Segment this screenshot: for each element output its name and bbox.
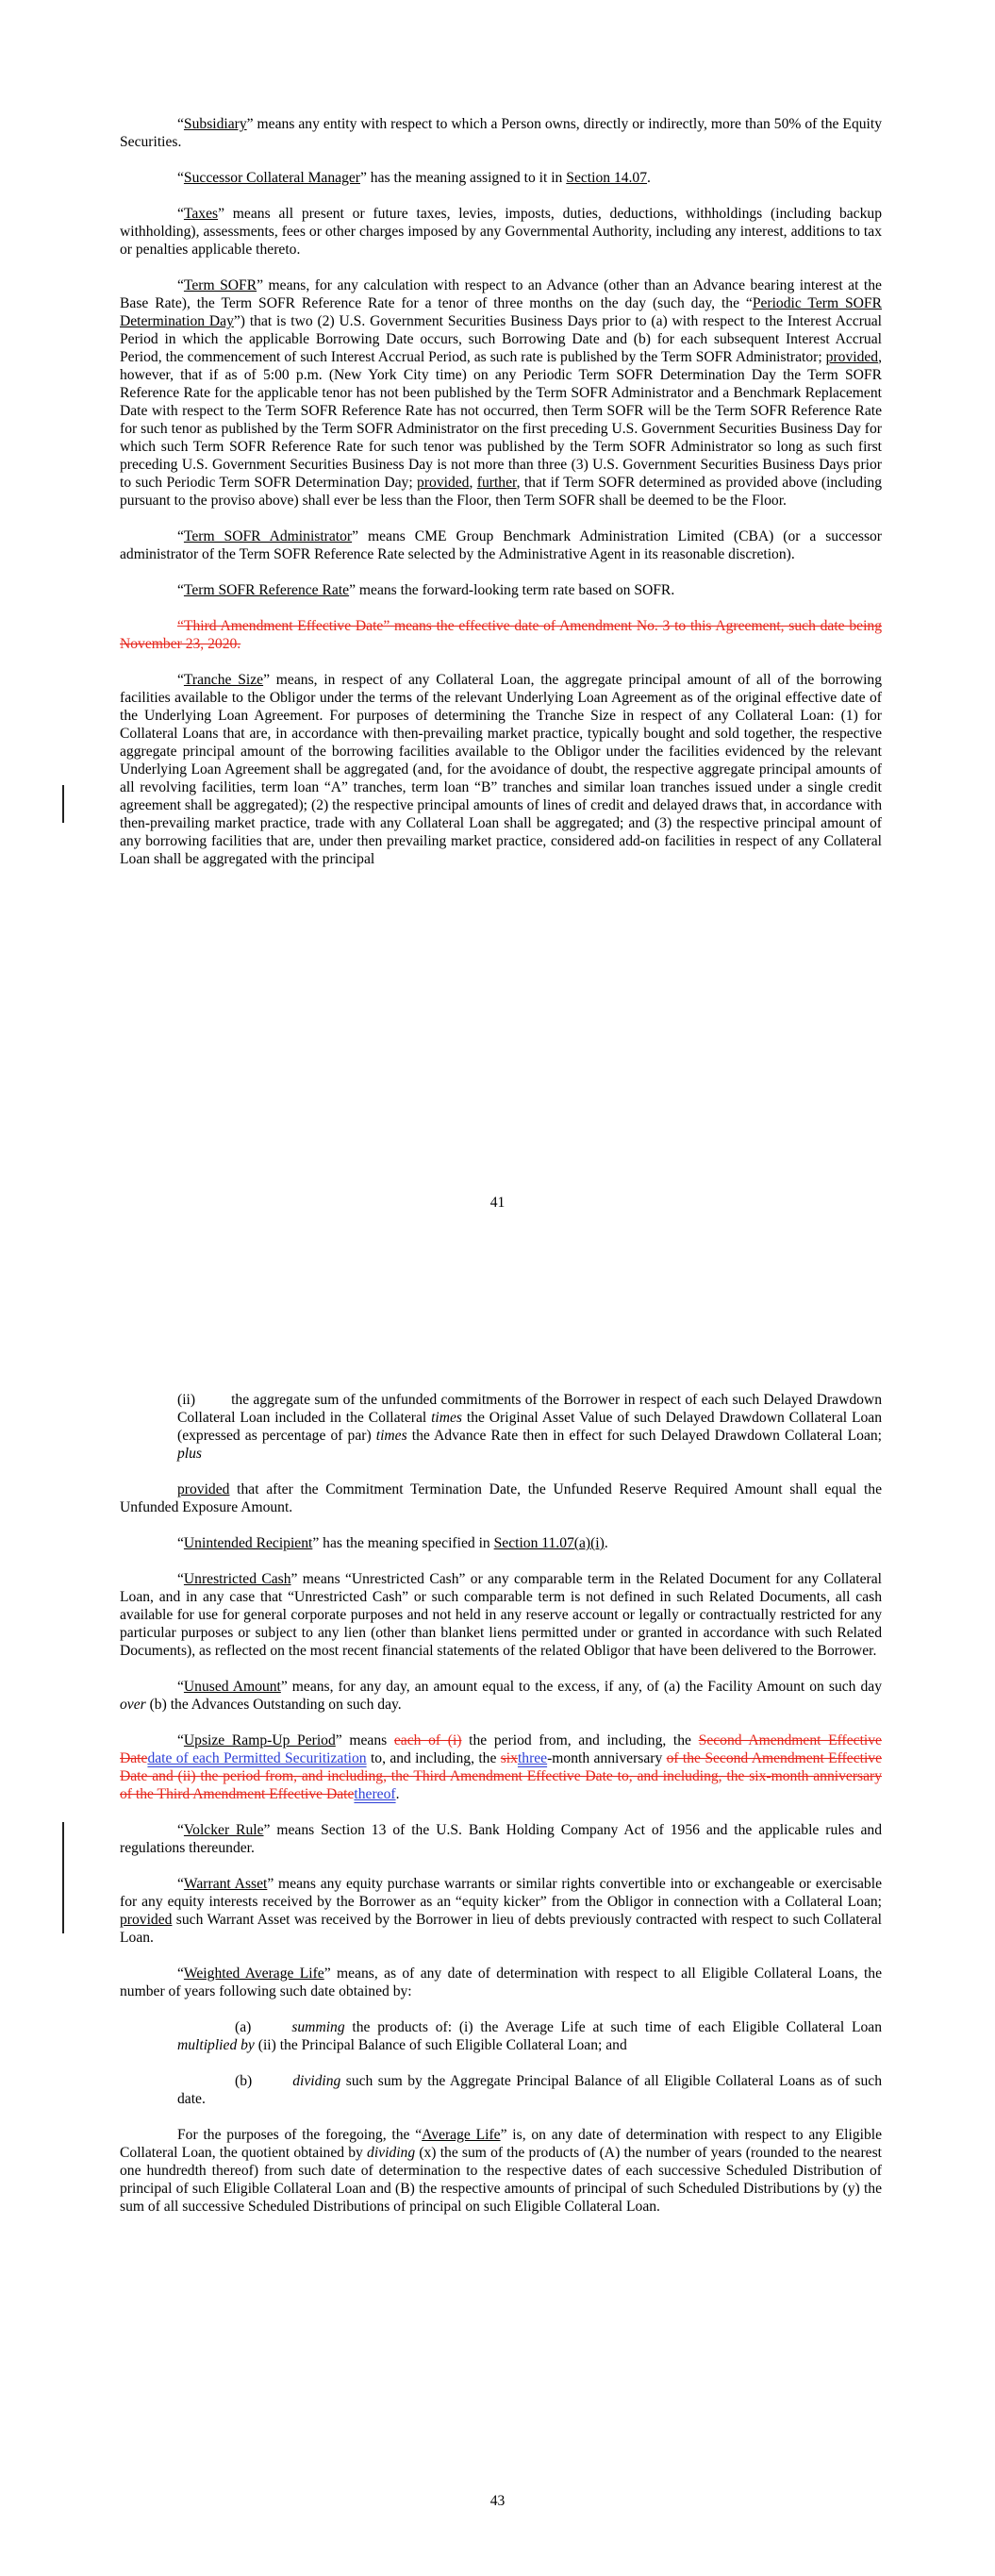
item-text: the Original Asset Value of such Delayed Drawdown Collateral Loan (expressed as percentage of par): [177, 1410, 883, 1444]
definition-text: such Warrant Asset was received by the Borrower in lieu of debts previously contracted with respect to such Collateral Loan.: [120, 1912, 882, 1946]
definition-unrestricted-cash: “Unrestricted Cash” means “Unrestricted Cash” or any comparable term in the Related Document for any Collateral Loan, and in any case that “Unrestricted Cash” or such comparable term is not defined in such Related Documents, all cash available for use for general corporate purposes and not held in any reserve account or legally or contractually restricted for any particular purposes or subject to any lien (other than blanket liens permitted under or granted in accordance with such Related Documents), as reflected on the most recent financial statements of the related Obligor that have been delivered to the Borrower.: [120, 1571, 882, 1659]
defined-term: Term SOFR Reference Rate: [183, 582, 350, 598]
definition-text: , that if Term SOFR determined as provided above (including pursuant to the proviso above) shall ever be less than the Floor, then Term SOFR shall be deemed to be the Floor.: [120, 475, 882, 509]
deleted-text: Second Amendment Effective Date: [120, 1732, 882, 1766]
definition-text: ” means any entity with respect to which a Person owns, directly or indirectly, more than 50% of the Equity Securities.: [120, 116, 882, 150]
definition-subsidiary: “Subsidiary” means any entity with respect to which a Person owns, directly or indirectly, more than 50% of the Equity Securities.: [120, 116, 882, 150]
definition-text: ” means any equity purchase warrants or similar rights convertible into or exchangeable or exercisable for any equity interests received by the Borrower as an “equity kicker” from the Obligor in connection with a Collateral Loan;: [120, 1876, 882, 1910]
page-number: 41: [489, 1195, 506, 1211]
definition-text: ” means, for any calculation with respect to an Advance (other than an Advance bearing interest at the Base Rate), the Term SOFR Reference Rate for a tenor of three months on the day (such day, the “: [120, 277, 882, 311]
defined-term: Periodic Term SOFR Determination Day: [120, 295, 882, 329]
definition-text: ,: [469, 475, 477, 491]
list-item-ii: [120, 1391, 882, 1463]
inserted-text: three: [517, 1750, 548, 1766]
italic-word: times: [375, 1428, 407, 1444]
change-bar: [62, 785, 64, 823]
defined-term: Volcker Rule: [183, 1822, 264, 1838]
page-43-body: [120, 1391, 882, 2216]
definition-text: ” has the meaning specified in: [312, 1535, 494, 1551]
defined-term: Term SOFR: [183, 277, 257, 293]
proviso-word: provided: [825, 349, 879, 365]
definition-text: .: [395, 1786, 400, 1802]
section-reference: Section 14.07: [566, 170, 648, 186]
defined-term: Average Life: [422, 2127, 501, 2143]
page-number: 43: [489, 2493, 506, 2509]
definition-text: ” means “Unrestricted Cash” or any comparable term in the Related Document for any Collateral Loan, and in any case that “Unrestricted Cash” or such comparable term is not defined in such Related Documents, all cash available for use for general corporate purposes and not held in any reserve account or legally or contractually restricted for any particular purposes or subject to any lien (other than blanket liens permitted under or granted in accordance with such Related Documents), as reflected on the most recent financial statements of the related Obligor that have been delivered to the Borrower.: [120, 1571, 882, 1659]
definition-term-sofr-administrator: “Term SOFR Administrator” means CME Group Benchmark Administration Limited (CBA) (or a successor administrator of the Term SOFR Reference Rate selected by the Administrative Agent in its reasonable discretion).: [120, 528, 882, 562]
definition-text: to, and including, the: [366, 1750, 501, 1766]
definition-text: ” means, in respect of any Collateral Loan, the aggregate principal amount of all of the borrowing facilities available to the Obligor under the terms of the relevant Underlying Loan Agreement as of the original effective date of the Underlying Loan Agreement. For purposes of determining the Tranche Size in respect of any Collateral Loan: (1) for Collateral Loans that are, in accordance with then-prevailing market practice, typically bought and sold together, the respective aggregate principal amount of the borrowing facilities available to the Obligor under the facilities evidenced by the relevant Underlying Loan Agreement shall be aggregated (and, for the avoidance of doubt, the respective aggregate principal amounts of all revolving facilities, term loan “A” tranches, term loan “B” tranches and similar loan tranches issued under a single credit agreement shall be aggregated); (2) the respective principal amounts of lines of credit and delayed draws that, in accordance with then-prevailing market practice, trade with any Collateral Loan shall be aggregated; and (3) the respective principal amount of any borrowing facilities that are, under then prevailing market practice, considered add-on facilities in respect of any Collateral Loan shall be aggregated with the principal: [120, 672, 883, 867]
definition-term-sofr: “Term SOFR” means, for any calculation with respect to an Advance (other than an Advance bearing interest at the Base Rate), the Term SOFR Reference Rate for a tenor of three months on the day (such day, the “Periodic Term SOFR Determination Day”) that is two (2) U.S. Government Securities Business Days prior to (a) with respect to the Interest Accrual Period in which the applicable Borrowing Date occurs, such Borrowing Date and (b) for each subsequent Interest Accrual Period, the commencement of such Interest Accrual Period, as such rate is published by the Term SOFR Administrator; provided, however, that if as of 5:00 p.m. (New York City time) on any Periodic Term SOFR Determination Day the Term SOFR Reference Rate for the applicable tenor has not been published by the Term SOFR Administrator and a Benchmark Replacement Date with respect to the Term SOFR Reference Rate has not occurred, then Term SOFR will be the Term SOFR Reference Rate for such tenor as published by the Term SOFR Administrator on the first preceding U.S. Government Securities Business Day for which such Term SOFR Reference Rate for such tenor was published by the Term SOFR Administrator so long as such first preceding U.S. Government Securities Business Day is not more than three (3) U.S. Government Securities Business Days prior to such Periodic Term SOFR Determination Day; provided, further, that if Term SOFR determined as provided above (including pursuant to the proviso above) shall ever be less than the Floor, then Term SOFR shall be deemed to be the Floor.: [120, 277, 882, 509]
definition-text: ” means, for any day, an amount equal to the excess, if any, of (a) the Facility Amount on such day: [280, 1679, 882, 1695]
item-text: (ii) the Principal Balance of such Eligible Collateral Loan; and: [254, 2037, 627, 2053]
defined-term: Unused Amount: [183, 1679, 281, 1695]
section-reference: Section 11.07(a)(i): [493, 1535, 605, 1551]
definition-volcker-rule: “Volcker Rule” means Section 13 of the U.S. Bank Holding Company Act of 1956 and the applicable rules and regulations thereunder.: [120, 1822, 883, 1856]
page-43: [0, 1283, 995, 2576]
defined-term: Subsidiary: [183, 116, 247, 132]
definition-text: (b) the Advances Outstanding on such day.: [145, 1697, 402, 1713]
defined-term: Unrestricted Cash: [183, 1571, 291, 1587]
deleted-text: six: [500, 1750, 518, 1766]
defined-term: Taxes: [183, 206, 219, 222]
page-41-body: [120, 115, 882, 868]
inserted-text: date of each Permitted Securitization: [147, 1750, 367, 1766]
item-text: the products of: (i) the Average Life at such time of each Eligible Collateral Loan: [344, 2019, 882, 2035]
definition-text: ” means all present or future taxes, levies, imposts, duties, deductions, withholdings (including backup withholding), assessments, fees or other charges imposed by any Governmental Authority, including any interest, additions to tax or penalties applicable thereto.: [120, 206, 882, 258]
defined-term: Successor Collateral Manager: [183, 170, 360, 186]
definition-text: ” has the meaning assigned to it in: [359, 170, 567, 186]
italic-word: times: [431, 1410, 462, 1426]
definition-average-life: [120, 2126, 882, 2216]
list-item-b: [120, 2072, 882, 2108]
deleted-text: of the Second Amendment Effective Date and (ii) the period from, and including, the Third Amendment Effective Date to, and including, the six-month anniversary of the Third Amendment Effective Date: [120, 1750, 883, 1802]
definition-text: ” is, on any date of determination with respect to any Eligible Collateral Loan, the quotient obtained by: [120, 2127, 882, 2161]
page-41: [0, 0, 995, 1283]
proviso-word: provided: [120, 1912, 173, 1928]
list-number: (a): [235, 2019, 252, 2035]
definition-text: , however, that if as of 5:00 p.m. (New York City time) on any Periodic Term SOFR Determination Day the Term SOFR Reference Rate for the applicable tenor has not been published by the Term SOFR Administrator and a Benchmark Replacement Date with respect to the Term SOFR Reference Rate has not occurred, then Term SOFR will be the Term SOFR Reference Rate for such tenor as published by the Term SOFR Administrator on the first preceding U.S. Government Securities Business Day for which such Term SOFR Reference Rate for such tenor was published by the Term SOFR Administrator so long as such first preceding U.S. Government Securities Business Day is not more than three (3) U.S. Government Securities Business Days prior to such Periodic Term SOFR Determination Day;: [120, 349, 882, 491]
defined-term: Weighted Average Life: [183, 1965, 324, 1982]
definition-text: ” means the forward-looking term rate based on SOFR.: [349, 582, 675, 598]
definition-taxes: “Taxes” means all present or future taxes, levies, imposts, duties, deductions, withholdings (including backup withholding), assessments, fees or other charges imposed by any Governmental Authority, including any interest, additions to tax or penalties applicable thereto.: [120, 206, 882, 258]
definition-text: the period from, and including, the: [461, 1732, 699, 1748]
defined-term: Term SOFR Administrator: [183, 528, 353, 544]
defined-term: Warrant Asset: [183, 1876, 268, 1892]
definition-warrant-asset: “Warrant Asset” means any equity purchase warrants or similar rights convertible into or exchangeable or exercisable for any equity interests received by the Borrower as an “equity kicker” from the Obligor in connection with a Collateral Loan; provided such Warrant Asset was received by the Borrower in lieu of debts previously contracted with respect to such Collateral Loan.: [120, 1876, 882, 1946]
deleted-definition-third-amendment: “Third Amendment Effective Date” means the effective date of Amendment No. 3 to this Agreement, such date being November 23, 2020.: [120, 618, 882, 652]
definition-upsize-ramp-up-period: “Upsize Ramp-Up Period” means each of (i) the period from, and including, the Second Amendment Effective Datedate of each Permitted Securitization to, and including, the sixthree-month anniversary of the Second Amendment Effective Date and (ii) the period from, and including, the Third Amendment Effective Date to, and including, the six-month anniversary of the Third Amendment Effective Datethereof.: [120, 1732, 883, 1802]
defined-term: Tranche Size: [183, 672, 264, 688]
proviso-word: further: [476, 475, 517, 491]
definition-text: ” means Section 13 of the U.S. Bank Holding Company Act of 1956 and the applicable rules and regulations thereunder.: [120, 1822, 883, 1856]
definition-weighted-average-life: “Weighted Average Life” means, as of any date of determination with respect to all Eligible Collateral Loans, the number of years following such date obtained by:: [120, 1965, 882, 1999]
italic-word: over: [120, 1697, 146, 1713]
list-number: (b): [235, 2073, 253, 2089]
proviso-paragraph: [120, 1480, 882, 1516]
item-text: such sum by the Aggregate Principal Balance of all Eligible Collateral Loans as of such date.: [177, 2073, 882, 2107]
definition-tranche-size: “Tranche Size” means, in respect of any Collateral Loan, the aggregate principal amount of all of the borrowing facilities available to the Obligor under the terms of the relevant Underlying Loan Agreement as of the original effective date of the Underlying Loan Agreement. For purposes of determining the Tranche Size in respect of any Collateral Loan: (1) for Collateral Loans that are, in accordance with then-prevailing market practice, typically bought and sold together, the respective aggregate principal amount of the borrowing facilities available to the Obligor under the facilities evidenced by the relevant Underlying Loan Agreement shall be aggregated (and, for the avoidance of doubt, the respective aggregate principal amounts of all revolving facilities, term loan “A” tranches, term loan “B” tranches and similar loan tranches issued under a single credit agreement shall be aggregated); (2) the respective principal amounts of lines of credit and delayed draws that, in accordance with then-prevailing market practice, trade with any Collateral Loan shall be aggregated; and (3) the respective principal amount of any borrowing facilities that are, under then prevailing market practice, considered add-on facilities in respect of any Collateral Loan shall be aggregated with the principal: [120, 672, 883, 867]
deleted-text: each of (i): [393, 1732, 462, 1748]
definition-successor-collateral-manager: “Successor Collateral Manager” has the meaning assigned to it in Section 14.07.: [177, 170, 651, 186]
italic-word: dividing: [292, 2073, 341, 2089]
italic-word: summing: [291, 2019, 345, 2035]
definition-text: ”) that is two (2) U.S. Government Securities Business Days prior to (a) with respect to the Interest Accrual Period in which the applicable Borrowing Date occurs, such Borrowing Date and (b) for each subsequent Interest Accrual Period, the commencement of such Interest Accrual Period, as such rate is published by the Term SOFR Administrator;: [120, 313, 882, 365]
definition-text: For the purposes of the foregoing, the “: [177, 2127, 423, 2143]
list-number: (ii): [177, 1392, 196, 1408]
paragraph-text: that after the Commitment Termination Date, the Unfunded Reserve Required Amount shall equal the Unfunded Exposure Amount.: [120, 1481, 882, 1515]
italic-word: plus: [177, 1446, 202, 1462]
definition-text: ” means CME Group Benchmark Administration Limited (CBA) (or a successor administrator of the Term SOFR Reference Rate selected by the Administrative Agent in its reasonable discretion).: [120, 528, 882, 562]
list-item-a: [120, 2018, 882, 2054]
inserted-text: thereof: [354, 1786, 396, 1802]
italic-word: multiplied by: [177, 2037, 255, 2053]
definition-unintended-recipient: “Unintended Recipient” has the meaning specified in Section 11.07(a)(i).: [177, 1535, 608, 1551]
item-text: the aggregate sum of the unfunded commitments of the Borrower in respect of each such Delayed Drawdown Collateral Loan included in the Collateral: [177, 1392, 882, 1426]
definition-text: ” means, as of any date of determination with respect to all Eligible Collateral Loans, the number of years following such date obtained by:: [120, 1965, 882, 1999]
definition-text: ” means: [335, 1732, 394, 1748]
definition-term-sofr-reference-rate: “Term SOFR Reference Rate” means the forward-looking term rate based on SOFR.: [177, 582, 675, 598]
change-bar: [62, 1822, 64, 1933]
item-text: the Advance Rate then in effect for such Delayed Drawdown Collateral Loan;: [406, 1428, 882, 1444]
proviso-word: provided: [417, 475, 470, 491]
definition-text: -month anniversary: [547, 1750, 667, 1766]
italic-word: dividing: [367, 2145, 416, 2161]
definition-unused-amount: “Unused Amount” means, for any day, an amount equal to the excess, if any, of (a) the Facility Amount on such day over (b) the Advances Outstanding on such day.: [120, 1679, 882, 1713]
proviso-word: provided: [177, 1481, 230, 1497]
defined-term: Upsize Ramp-Up Period: [183, 1732, 336, 1748]
definition-text: (x) the sum of the products of (A) the number of years (rounded to the nearest one hundredth thereof) from such date of determination to the respective dates of each successive Scheduled Distribution of principal of such Eligible Collateral Loan and (B) the respective amounts of principal of such Scheduled Distributions by (y) the sum of all successive Scheduled Distributions of principal on such Eligible Collateral Loan.: [120, 2145, 882, 2215]
defined-term: Unintended Recipient: [183, 1535, 313, 1551]
